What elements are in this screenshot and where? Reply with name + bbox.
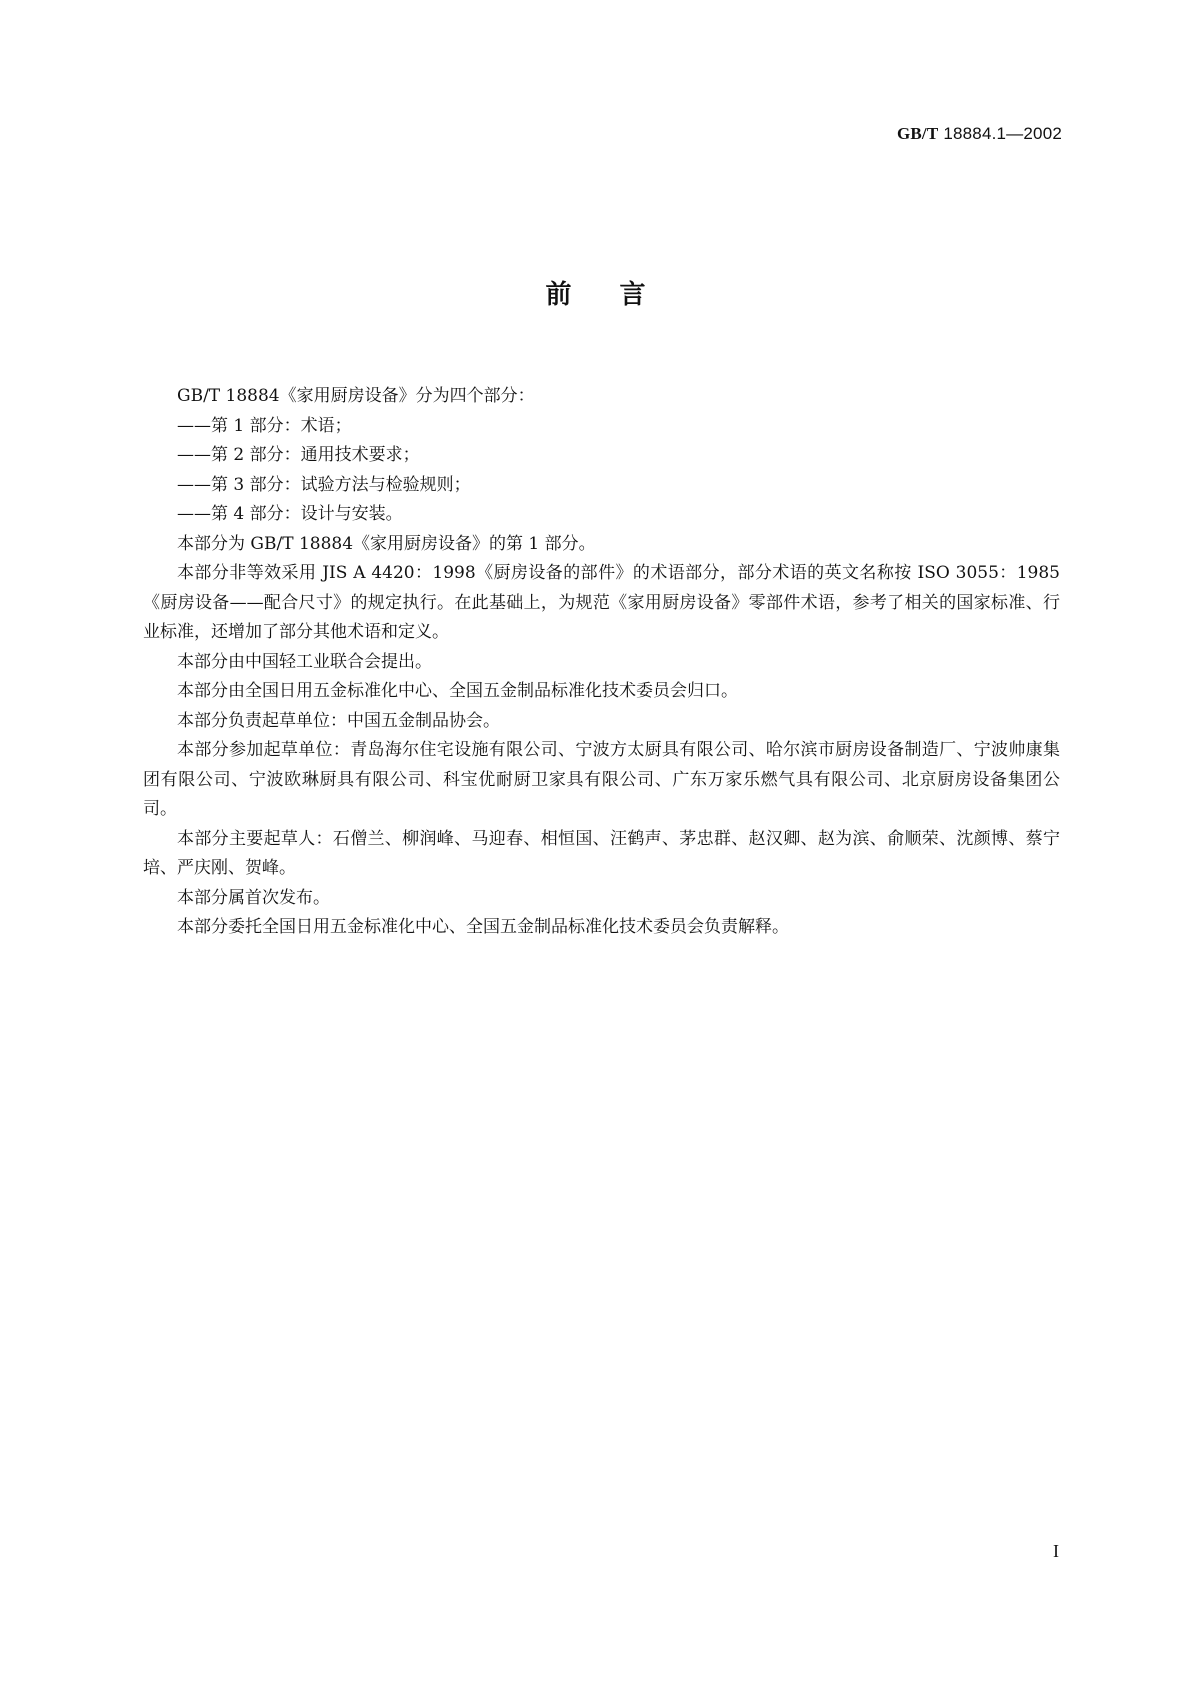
standard-code — [897, 124, 1062, 144]
paragraph: 本部分参加起草单位：青岛海尔住宅设施有限公司、宁波方太厨具有限公司、哈尔滨市厨房设备制造厂、宁波帅康集团有限公司、宁波欧琳厨具有限公司、科宝优耐厨卫家具有限公司、广东万家乐燃气具有限公司、北京厨房设备集团公司。 — [143, 740, 1060, 819]
paragraph: ——第 2 部分：通用技术要求； — [177, 445, 420, 465]
foreword-body — [143, 382, 1060, 943]
paragraph: ——第 1 部分：术语； — [177, 415, 352, 436]
paragraph: 本部分由中国轻工业联合会提出。 — [177, 651, 432, 672]
standard-prefix: GB/T — [896, 124, 939, 143]
paragraph: 本部分负责起草单位：中国五金制品协会。 — [177, 710, 500, 731]
page-title: 前言 — [545, 280, 694, 310]
paragraph: 本部分主要起草人：石僧兰、柳润峰、马迎春、相恒国、汪鹤声、茅忠群、赵汉卿、赵为滨、俞顺荣、沈颜博、蔡宁培、严庆刚、贺峰。 — [143, 828, 1060, 878]
paragraph: ——第 3 部分：试验方法与检验规则； — [177, 474, 471, 495]
paragraph: ——第 4 部分：设计与安装。 — [177, 504, 403, 524]
paragraph: 本部分委托全国日用五金标准化中心、全国五金制品标准化技术委员会负责解释。 — [177, 917, 789, 937]
paragraph: 本部分属首次发布。 — [177, 887, 330, 908]
page-number: I — [1053, 1541, 1059, 1561]
paragraph: GB/T 18884《家用厨房设备》分为四个部分： — [177, 386, 535, 406]
paragraph: 本部分为 GB/T 18884《家用厨房设备》的第 1 部分。 — [177, 533, 596, 554]
standard-number: 18884.1—2002 — [938, 124, 1062, 143]
paragraph: 本部分由全国日用五金标准化中心、全国五金制品标准化技术委员会归口。 — [177, 681, 738, 701]
paragraph: 本部分非等效采用 JIS A 4420：1998《厨房设备的部件》的术语部分，部分术语的英文名称按 ISO 3055：1985《厨房设备——配合尺寸》的规定执行。在此基础上，为规范《家用厨房设备》零部件术语，参考了相关的国家标准、行业标准，还增加了部分其他术语和定义。 — [143, 563, 1060, 642]
